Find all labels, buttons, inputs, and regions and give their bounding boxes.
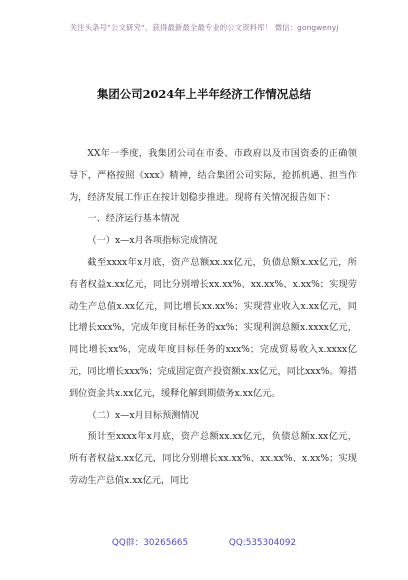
qq-contact-text: QQ:535304092 [228,538,297,548]
document-title: 集团公司2024年上半年经济工作情况总结 [97,87,311,101]
subsection-heading-2: （二）x—x月目标预测情况 [87,409,199,421]
subsection-heading-1: （一）x—x月各项指标完成情况 [87,235,218,247]
paragraph-indicators: 截至xxxx年x月底，资产总额xx.xx亿元，负债总额x.xx亿元，所有者权益x.xx亿元，同比分别增长xx.xx%、xx.xx%、x.xx%；实现劳动生产总值x.xx亿元，同比增长xx.xx%；实现营业收入x.xx亿元，同比增长xxx%，完成年度目标任务的xx%；实现利润总额x.xxxx亿元，同比增长xx%，完成年度目标任务的xxx%；完成贸易收入x.xxxx亿元，同比增长xxx%；完成固定资产投资额x.xx亿元，同比xxx%。筹措到位资金共x.xx亿元，缓释化解到期债务x.xx亿元。 [69,256,357,399]
section-heading-1: 一、经济运行基本情况 [87,213,180,225]
paragraph-forecast: 预计至xxxx年x月底，资产总额xx.xx亿元，负债总额x.xx亿元，所有者权益x.xx亿元，同比分别增长xx.xx%、xx.xx%、x.xx%；实现劳动生产总值x.xx亿元，同比 [69,431,357,486]
top-banner: 关注头条号“公文研究”，获得最新最全最专业的公文资料库！ 微信：gongwenyj [69,23,339,32]
paragraph-intro: XX年一季度，我集团公司在市委、市政府以及市国资委的正确领导下，严格按照《xxx》精神，结合集团公司实际，抢抓机遇、担当作为，经济发展工作正在按计划稳步推进。现将有关情况报告如下： [69,148,357,203]
qq-group-text: QQ群：30265665 [111,538,189,548]
footer-contact [0,535,408,548]
document-body [69,143,357,492]
